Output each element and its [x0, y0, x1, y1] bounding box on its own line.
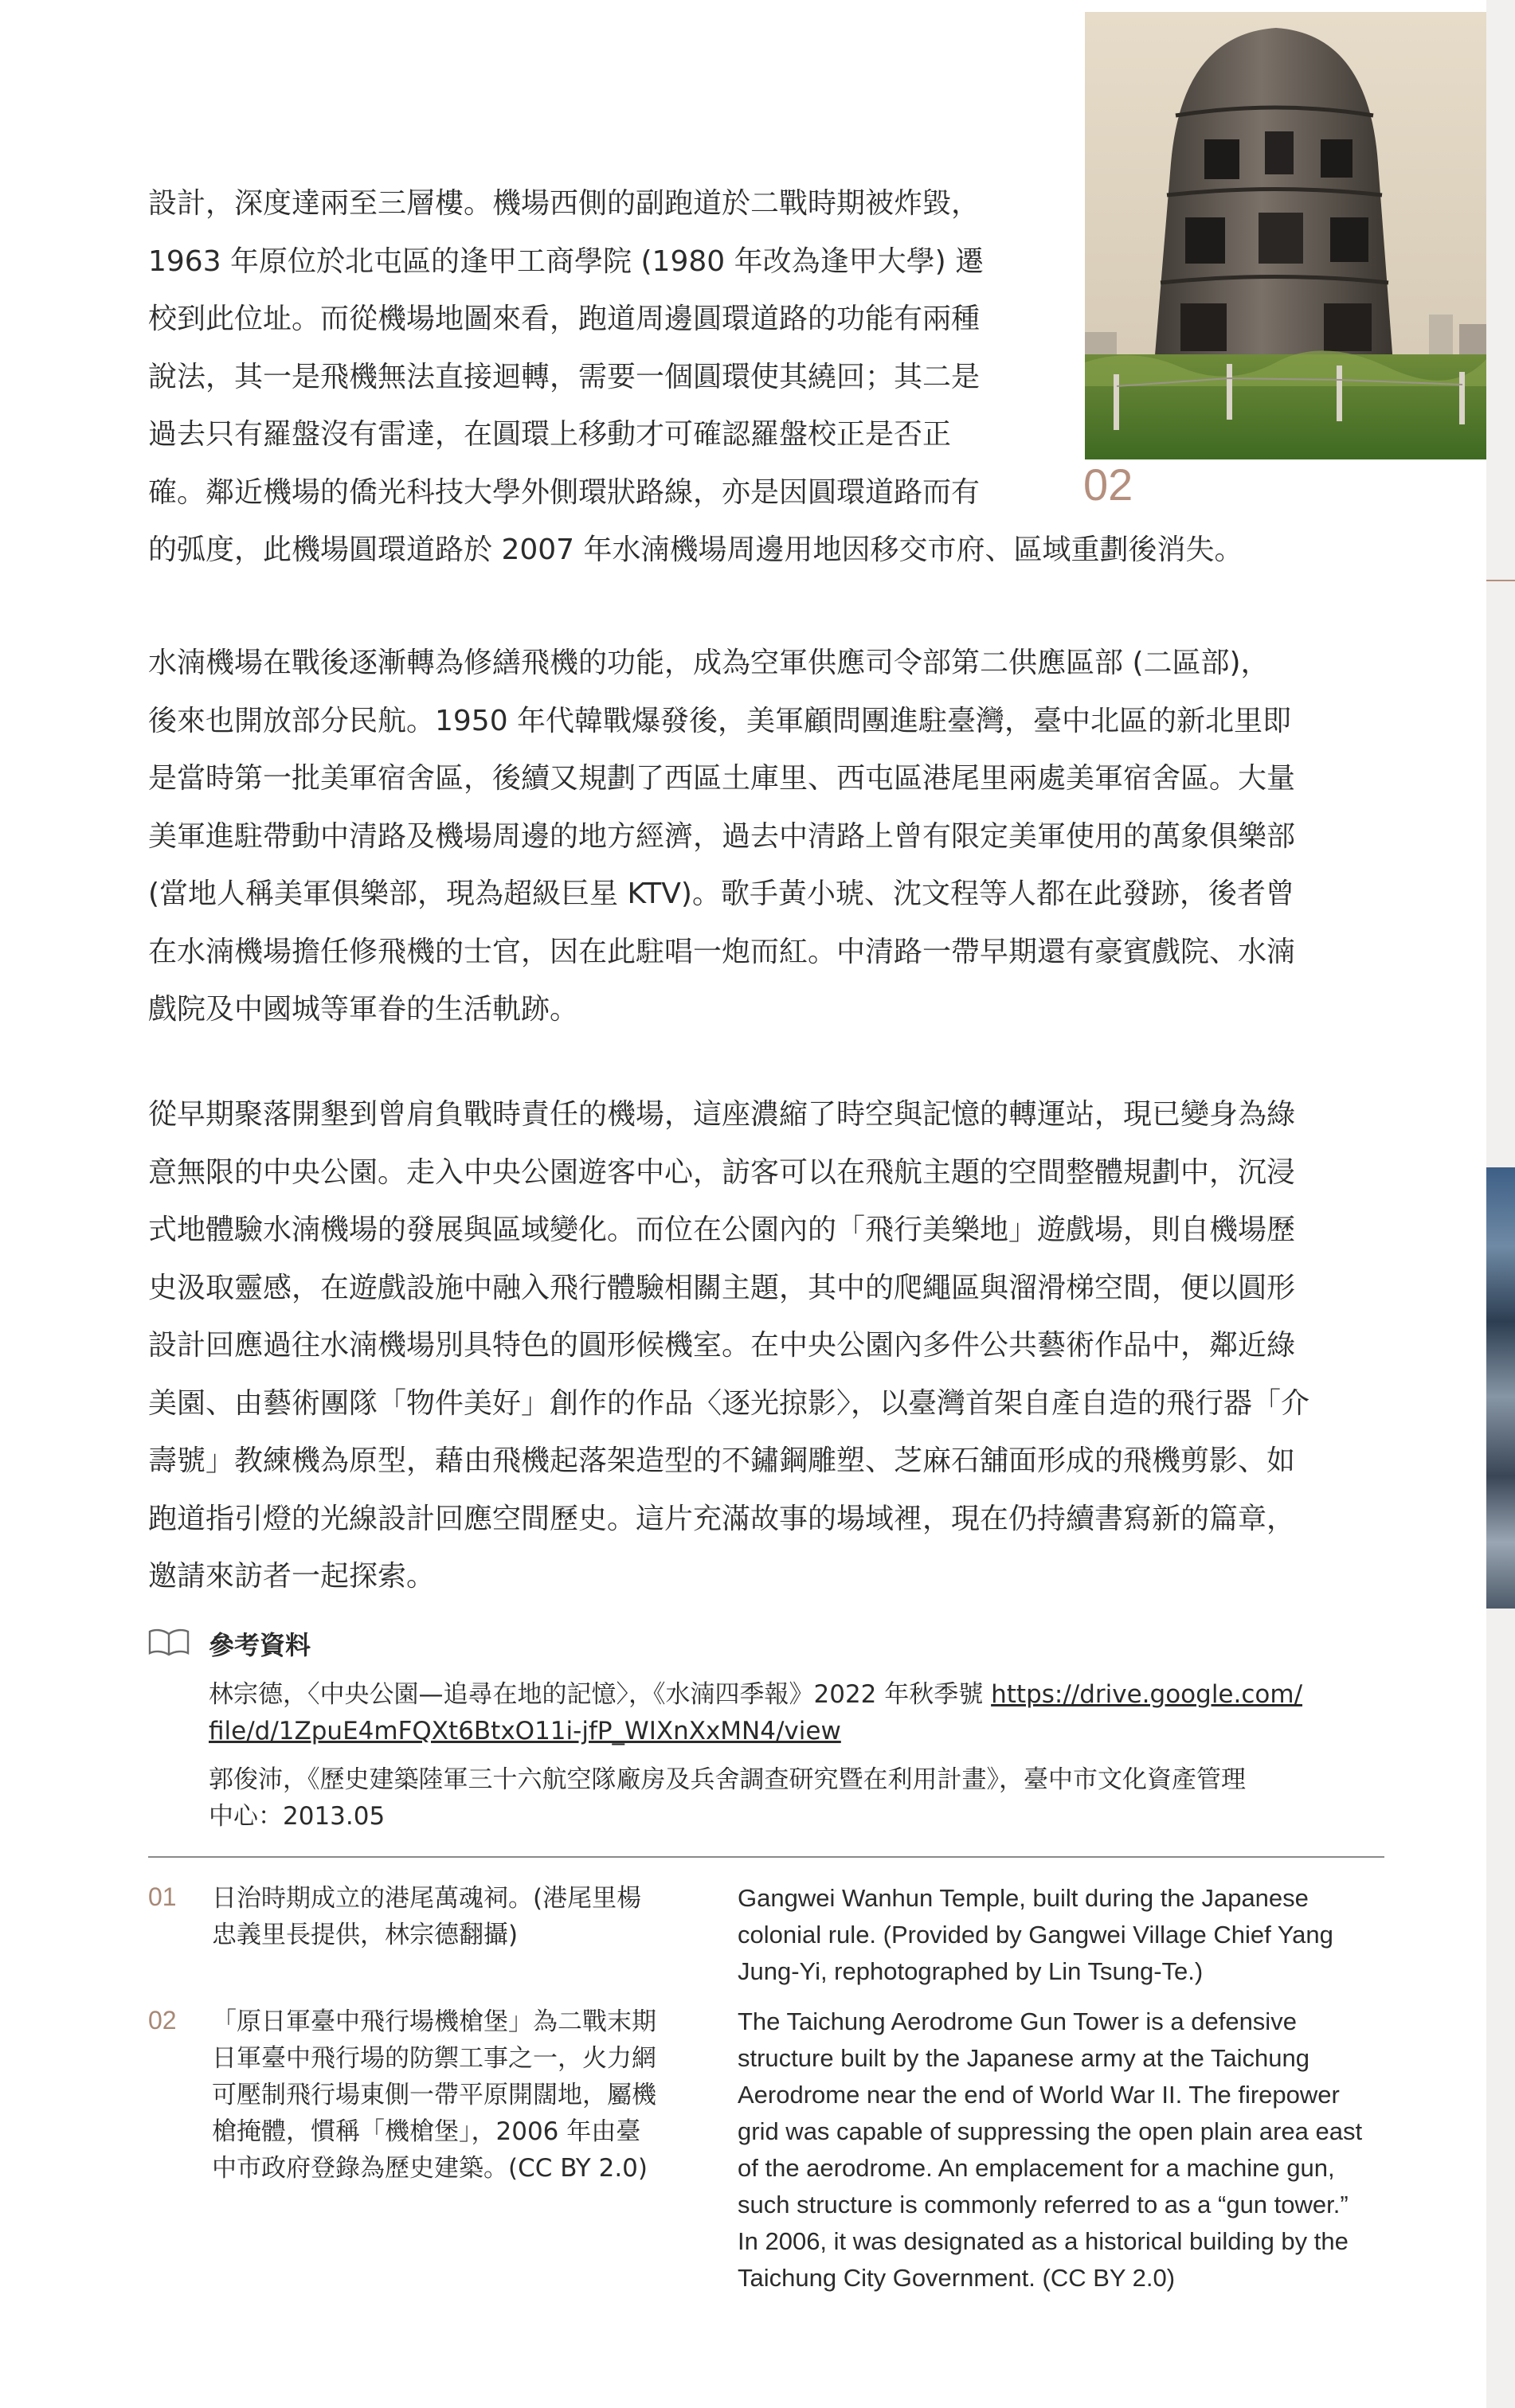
paragraph-line: 過去只有羅盤沒有雷達，在圓環上移動才可確認羅盤校正是否正	[148, 418, 952, 451]
caption-01-chinese	[212, 1880, 698, 1953]
captions-divider	[148, 1856, 1384, 1858]
paragraph-line: 確。鄰近機場的僑光科技大學外側環狀路線，亦是因圓環道路而有	[148, 475, 981, 509]
paragraph-line: 史汲取靈感，在遊戲設施中融入飛行體驗相關主題，其中的爬繩區與溜滑梯空間，便以圓形	[148, 1271, 1296, 1304]
caption-line: grid was capable of suppressing the open plain area east	[738, 2117, 1363, 2145]
paragraph-line: 校到此位址。而從機場地圖來看，跑道周邊圓環道路的功能有兩種	[148, 303, 981, 335]
paragraph-line: 的弧度，此機場圓環道路於 2007 年水湳機場周邊用地因移交市府、區域重劃後消失。	[148, 534, 1243, 566]
caption-line: 日治時期成立的港尾萬魂祠。(港尾里楊	[212, 1884, 642, 1913]
paragraph-line: 水湳機場在戰後逐漸轉為修繕飛機的功能，成為空軍供應司令部第二供應區部 (二區部)，	[148, 647, 1270, 679]
caption-01-english	[738, 1880, 1391, 1990]
caption-line: of the aerodrome. An emplacement for a machine gun,	[738, 2154, 1335, 2182]
caption-line: 可壓制飛行場東側一帶平原開闊地，屬機	[212, 2081, 656, 2109]
caption-line: such structure is commonly referred to as a “gun tower.”	[738, 2191, 1349, 2218]
caption-02-chinese	[212, 2003, 698, 2187]
paragraph-line: 跑道指引燈的光線設計回應空間歷史。這片充滿故事的場域裡，現在仍持續書寫新的篇章，	[148, 1502, 1296, 1535]
reference-item-2	[209, 1761, 1384, 1835]
caption-number-01: 01	[148, 1882, 177, 1911]
reference-line: 中心：2013.05	[209, 1802, 386, 1831]
paragraph-line: 壽號」教練機為原型，藉由飛機起落架造型的不鏽鋼雕塑、芝麻石舖面形成的飛機剪影、如	[148, 1444, 1296, 1477]
paragraph-line: 美軍進駐帶動中清路及機場周邊的地方經濟，過去中清路上曾有限定美軍使用的萬象俱樂部	[148, 819, 1296, 853]
gun-tower-illustration	[1085, 12, 1486, 459]
reference-link-continued[interactable]: file/d/1ZpuE4mFQXt6BtxO11i-jfP_WIXnXxMN4/view	[209, 1717, 841, 1745]
paragraph-line: 式地體驗水湳機場的發展與區域變化。而位在公園內的「飛行美樂地」遊戲場，則自機場歷	[148, 1214, 1296, 1246]
references-title: 參考資料	[209, 1630, 311, 1660]
paragraph-line: 從早期聚落開墾到曾肩負戰時責任的機場，這座濃縮了時空與記憶的轉運站，現已變身為綠	[148, 1098, 1296, 1131]
caption-line: 忠義里長提供，林宗德翻攝)	[212, 1921, 519, 1949]
reference-text: 林宗德，〈中央公園—追尋在地的記憶〉，《水湳四季報》2022 年秋季號	[209, 1680, 992, 1709]
caption-line: 槍掩體，慣稱「機槍堡」，2006 年由臺	[212, 2117, 641, 2146]
caption-line: Gangwei Wanhun Temple, built during the Japanese	[738, 1884, 1309, 1912]
page-edge-accent-line	[1486, 580, 1515, 581]
body-paragraph-2	[148, 635, 1384, 1039]
caption-line: 日軍臺中飛行場的防禦工事之一，火力網	[212, 2044, 656, 2073]
caption-line: 「原日軍臺中飛行場機槍堡」為二戰末期	[212, 2007, 656, 2036]
paragraph-line: 設計回應過往水湳機場別具特色的圓形候機室。在中央公園內多件公共藝術作品中，鄰近綠	[148, 1329, 1296, 1362]
caption-number-02: 02	[148, 2006, 177, 2035]
caption-line: colonial rule. (Provided by Gangwei Village Chief Yang	[738, 1921, 1333, 1949]
paragraph-line: 設計，深度達兩至三層樓。機場西側的副跑道於二戰時期被炸毀，	[148, 187, 981, 220]
caption-line: structure built by the Japanese army at the Taichung	[738, 2044, 1310, 2072]
reference-link[interactable]: https://drive.google.com/	[991, 1680, 1303, 1709]
paragraph-line: 美園、由藝術團隊「物件美好」創作的作品〈逐光掠影〉，以臺灣首架自產自造的飛行器「介	[148, 1386, 1310, 1420]
caption-line: Aerodrome near the end of World War II. The firepower	[738, 2081, 1340, 2109]
paragraph-line: 在水湳機場擔任修飛機的士官，因在此駐唱一炮而紅。中清路一帶早期還有豪賓戲院、水湳	[148, 935, 1296, 968]
caption-line: Taichung City Government. (CC BY 2.0)	[738, 2264, 1176, 2292]
paragraph-line: 後來也開放部分民航。1950 年代韓戰爆發後，美軍顧問團進駐臺灣，臺中北區的新北里即	[148, 704, 1292, 737]
reference-line	[209, 1676, 1384, 1713]
caption-line: The Taichung Aerodrome Gun Tower is a defensive	[738, 2007, 1297, 2035]
paragraph-line: 1963 年原位於北屯區的逢甲工商學院 (1980 年改為逢甲大學) 遷	[148, 244, 985, 278]
reference-item-1	[209, 1676, 1384, 1749]
paragraph-line: 是當時第一批美軍宿舍區，後續又規劃了西區土庫里、西屯區港尾里兩處美軍宿舍區。大量	[148, 762, 1296, 795]
paragraph-line: 邀請來訪者一起探索。	[148, 1560, 436, 1593]
reference-line: 郭俊沛，《歷史建築陸軍三十六航空隊廠房及兵舍調查研究暨在利用計畫》，臺中市文化資產管理	[209, 1765, 1246, 1794]
caption-line: Jung-Yi, rephotographed by Lin Tsung-Te.)	[738, 1957, 1204, 1985]
paragraph-line: 說法，其一是飛機無法直接迴轉，需要一個圓環使其繞回；其二是	[148, 360, 981, 393]
caption-line: 中市政府登錄為歷史建築。(CC BY 2.0)	[212, 2154, 648, 2183]
figure-label-02: 02	[1083, 459, 1133, 510]
caption-02-english	[738, 2003, 1391, 2297]
paragraph-line: 意無限的中央公園。走入中央公園遊客中心，訪客可以在飛航主題的空間整體規劃中，沉浸	[148, 1155, 1296, 1189]
paragraph-line: (當地人稱美軍俱樂部，現為超級巨星 KTV)。歌手黃小琥、沈文程等人都在此發跡，後者曾	[148, 878, 1294, 910]
adjacent-page-photo-edge	[1486, 1167, 1515, 1609]
caption-line: In 2006, it was designated as a historical building by the	[738, 2227, 1349, 2255]
body-paragraph-3	[148, 1086, 1384, 1606]
paragraph-line: 戲院及中國城等軍眷的生活軌跡。	[148, 993, 579, 1026]
gun-tower-photo	[1085, 12, 1486, 459]
book-icon	[148, 1628, 190, 1656]
